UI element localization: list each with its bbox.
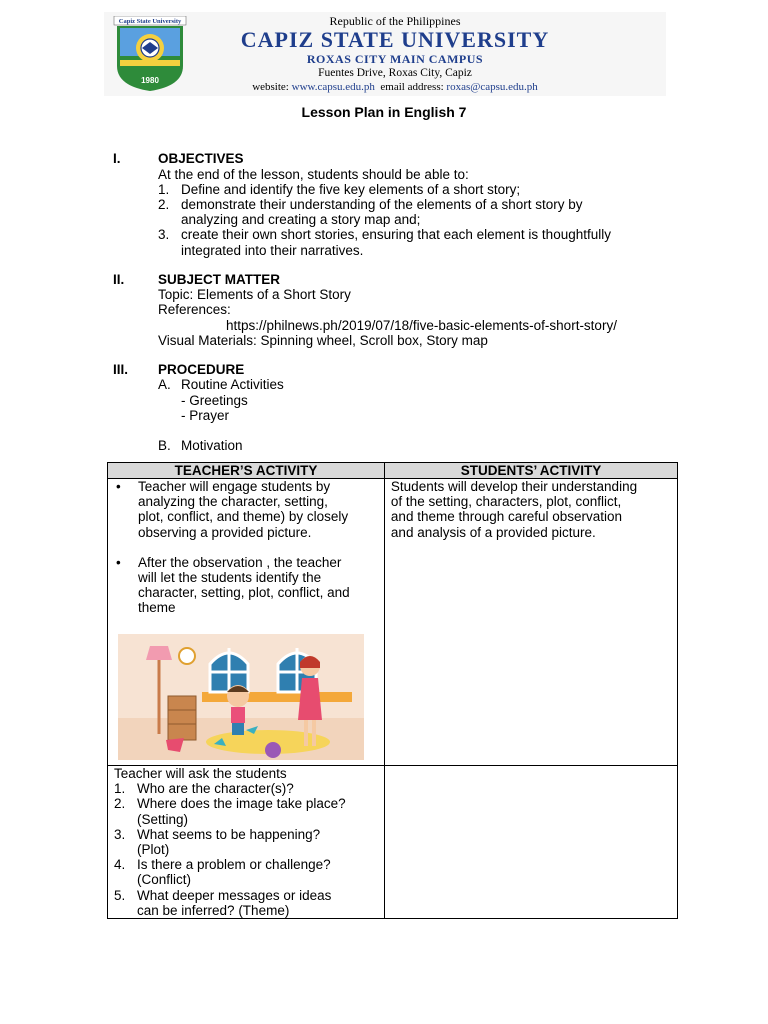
university-name: CAPIZ STATE UNIVERSITY: [240, 27, 550, 52]
question-item: [114, 827, 378, 857]
email-link[interactable]: roxas@capsu.edu.ph: [446, 81, 538, 93]
students-activity-line: of the setting, characters, plot, conflict,: [390, 494, 622, 510]
lamp-icon: [146, 646, 172, 660]
website-label: website:: [252, 81, 289, 93]
question-item: [114, 888, 378, 918]
bullet-line: analyzing the character, setting,: [138, 494, 328, 510]
students-activity-cell: [384, 479, 677, 766]
objectives-heading: OBJECTIVES: [158, 151, 244, 166]
clock-icon: [179, 648, 195, 664]
objective-text: analyzing and creating a story map and;: [181, 212, 421, 227]
question-number: 5.: [114, 887, 126, 903]
objectives-intro: At the end of the lesson, students should be able to:: [158, 167, 469, 182]
question-line: What seems to be happening?: [137, 826, 321, 842]
question-number: 2.: [114, 796, 126, 812]
university-seal-logo: [112, 16, 188, 92]
procedure-heading: PROCEDURE: [158, 362, 245, 377]
ball-toy: [265, 742, 281, 758]
teacher-questions-cell: [108, 766, 385, 919]
bullet-line: observing a provided picture.: [138, 524, 312, 540]
objective-text: create their own short stories, ensuring that each element is thoughtfully: [181, 227, 611, 242]
campus-address: Fuentes Drive, Roxas City, Capiz: [318, 67, 472, 79]
question-line: (Setting): [137, 811, 189, 827]
students-activity-header: STUDENTS’ ACTIVITY: [384, 463, 677, 479]
website-link[interactable]: www.capsu.edu.ph: [291, 81, 375, 93]
bullet-item: [114, 479, 378, 540]
table-row: [108, 766, 678, 919]
contact-line: [190, 80, 600, 94]
students-response-cell: [384, 766, 677, 919]
objectives-list: [0, 182, 768, 262]
question-line: Is there a problem or challenge?: [137, 857, 331, 873]
questions-intro: Teacher will ask the students: [114, 766, 287, 781]
section-numeral-objectives: I.: [113, 151, 121, 166]
topic-text: Topic: Elements of a Short Story: [158, 287, 351, 302]
routine-item: - Prayer: [181, 408, 230, 423]
question-number: 3.: [114, 826, 126, 842]
logo-year: 1980: [141, 76, 159, 85]
document-title: Lesson Plan in English 7: [301, 104, 467, 120]
campus-name: ROXAS CITY MAIN CAMPUS: [306, 52, 484, 66]
question-line: Where does the image take place?: [137, 796, 346, 812]
question-line: Who are the character(s)?: [137, 781, 294, 797]
subject-matter-heading: SUBJECT MATTER: [158, 272, 281, 287]
routine-item: - Greetings: [181, 393, 248, 408]
bullet-item: [114, 555, 378, 616]
students-activity-line: and theme through careful observation: [390, 509, 623, 525]
bullet-line: After the observation , the teacher: [138, 554, 342, 570]
students-activity-line: and analysis of a provided picture.: [390, 524, 596, 540]
activity-table: [107, 462, 678, 919]
bullet-line: plot, conflict, and theme) by closely: [138, 509, 349, 525]
objective-number: 1.: [158, 182, 170, 197]
classroom-illustration: [118, 634, 364, 760]
students-activity-line: Students will develop their understanding: [390, 479, 638, 494]
motivation-label: B.: [158, 438, 171, 453]
table-header-row: [108, 463, 678, 479]
question-number: 4.: [114, 857, 126, 873]
bullet-dot: •: [116, 479, 121, 494]
bullet-line: character, setting, plot, conflict, and: [138, 585, 350, 601]
university-header: [190, 14, 600, 94]
teacher-activity-cell: [108, 479, 385, 766]
motivation-title: Motivation: [181, 438, 243, 453]
bullet-line: will let the students identify the: [138, 570, 322, 586]
email-label: email address:: [380, 81, 444, 93]
question-line: (Plot): [137, 842, 170, 858]
references-label: References:: [158, 302, 231, 317]
objective-text: integrated into their narratives.: [181, 243, 364, 258]
question-item: [114, 796, 378, 826]
question-item: [114, 781, 378, 796]
bullet-dot: •: [116, 554, 121, 570]
question-line: (Conflict): [137, 872, 192, 888]
objective-text: Define and identify the five key elements of a short story;: [181, 182, 521, 197]
bullet-line: theme: [138, 600, 176, 616]
question-line: can be inferred? (Theme): [137, 902, 290, 918]
question-item: [114, 857, 378, 887]
objective-number: 2.: [158, 197, 170, 212]
question-number: 1.: [114, 781, 126, 797]
section-numeral-procedure: III.: [113, 362, 129, 377]
bullet-line: Teacher will engage students by: [138, 479, 331, 494]
logo-top-text: Capiz State University: [118, 18, 182, 25]
teacher-activity-header: TEACHER’S ACTIVITY: [108, 463, 385, 479]
routine-title: Routine Activities: [181, 377, 284, 392]
drawer: [168, 696, 196, 740]
objective-text: demonstrate their understanding of the elements of a short story by: [181, 197, 583, 212]
reference-link[interactable]: https://philnews.ph/2019/07/18/five-basic-elements-of-short-story/: [226, 318, 617, 333]
section-numeral-subject: II.: [113, 272, 125, 287]
routine-label: A.: [158, 377, 171, 392]
republic-text: Republic of the Philippines: [329, 14, 461, 28]
table-row: [108, 479, 678, 766]
objective-number: 3.: [158, 227, 170, 242]
question-line: What deeper messages or ideas: [137, 887, 332, 903]
visual-materials-text: Visual Materials: Spinning wheel, Scroll box, Story map: [158, 333, 488, 348]
